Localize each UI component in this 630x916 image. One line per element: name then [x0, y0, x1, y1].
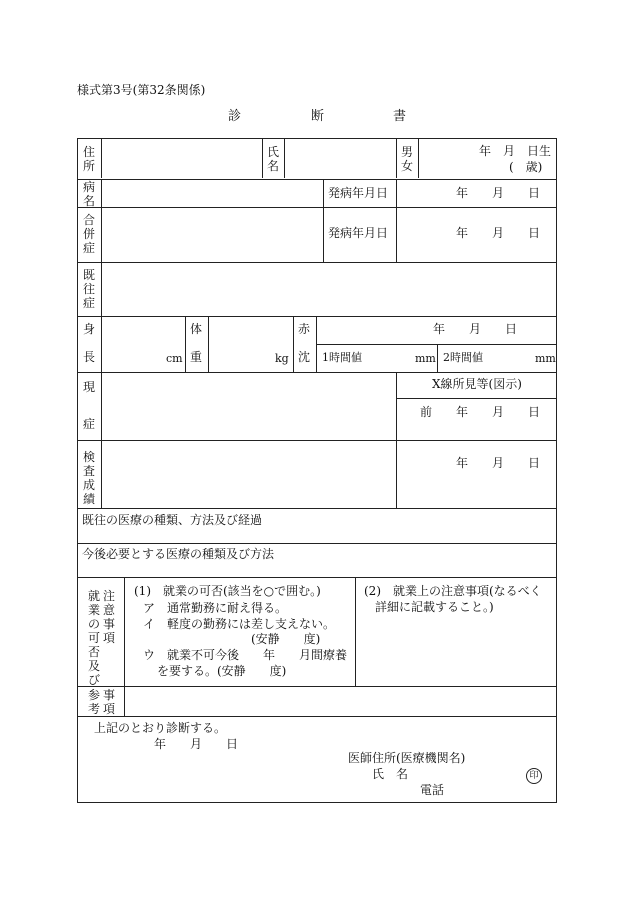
row-line: [77, 716, 557, 717]
work-item2-line1: (2) 就業上の注意事項(なるべく: [364, 584, 542, 598]
symptoms-label-1: 現: [83, 380, 96, 394]
future-treatment-label: 今後必要とする医療の種類及び方法: [82, 547, 275, 561]
col-line: [316, 316, 317, 372]
row-line: [77, 372, 557, 373]
row-line: [77, 262, 557, 263]
col-line: [101, 262, 102, 316]
address-label: 住所: [82, 145, 95, 173]
sex-label: 男女: [400, 145, 413, 173]
weight-label-2: 重: [190, 350, 203, 364]
reference-label-col2: 事項: [102, 688, 115, 716]
col-line: [101, 138, 102, 178]
col-line: [101, 316, 102, 372]
title-char-2: 断: [311, 109, 325, 124]
col-line: [396, 372, 397, 508]
esr-2h-label: 2時間値: [443, 351, 483, 364]
height-label-2: 長: [83, 350, 96, 364]
disease-onset-date: 年 月 日: [456, 186, 541, 200]
work-label-col2: 注意事項: [102, 589, 115, 645]
form-number: 様式第3号(第32条関係): [77, 83, 206, 97]
weight-label-1: 体: [190, 322, 203, 336]
xray-split-line: [396, 398, 557, 399]
esr-1h-unit: mm: [415, 352, 436, 365]
xray-label: X線所見等(図示): [432, 377, 522, 391]
history-label: 既往症: [82, 268, 95, 310]
doctor-name-label: 氏 名: [372, 767, 409, 781]
xray-date: 前 年 月 日: [420, 405, 541, 419]
col-line: [355, 577, 356, 686]
row-line: [77, 543, 557, 544]
age: ( 歳): [509, 160, 543, 174]
complication-onset-label: 発病年月日: [328, 226, 389, 240]
disease-onset-label: 発病年月日: [328, 186, 389, 200]
work-option-u-line1: ウ 就業不可今後 年 月間療養: [143, 648, 348, 662]
work-option-u-line2: を要する。(安静 度): [157, 664, 287, 678]
exam-label: 検査成績: [82, 450, 95, 506]
height-unit: cm: [166, 352, 183, 365]
esr-label-2: 沈: [298, 350, 311, 364]
col-line: [396, 138, 397, 178]
doctor-address-label: 医師住所(医療機関名): [348, 751, 466, 765]
name-label: 氏名: [266, 145, 279, 173]
col-line: [418, 138, 419, 178]
col-line: [101, 179, 102, 262]
work-item1-title: (1) 就業の可否(該当を○で囲む。): [134, 584, 321, 598]
row-line: [77, 207, 557, 208]
work-option-i-degree: (安静 度): [251, 632, 321, 646]
height-label-1: 身: [83, 322, 96, 336]
esr-label-1: 赤: [298, 322, 311, 336]
birth-date: 年 月 日生: [479, 144, 552, 158]
symptoms-label-2: 症: [83, 417, 96, 431]
esr-date: 年 月 日: [433, 322, 518, 336]
col-line: [396, 179, 397, 262]
weight-unit: kg: [275, 352, 289, 365]
work-option-a: ア 通常勤務に耐え得る。: [143, 601, 288, 615]
col-line: [208, 316, 209, 372]
reference-label-col1: 参考: [87, 688, 100, 716]
row-line: [77, 686, 557, 687]
title-char-3: 書: [393, 109, 407, 124]
col-line: [185, 316, 186, 372]
phone-label: 電話: [420, 783, 445, 797]
seal-mark: 印: [526, 768, 542, 784]
row-line: [77, 179, 557, 180]
col-line: [124, 577, 125, 716]
title-char-1: 診: [228, 109, 242, 124]
esr-2h-unit: mm: [535, 352, 556, 365]
col-line: [284, 138, 285, 178]
row-line: [77, 508, 557, 509]
row-line: [77, 440, 557, 441]
complication-onset-date: 年 月 日: [456, 226, 541, 240]
esr-1h-label: 1時間値: [322, 351, 362, 364]
diagnosis-statement: 上記のとおり診断する。: [94, 721, 227, 735]
row-line: [77, 577, 557, 578]
past-treatment-label: 既往の医療の種類、方法及び経過: [82, 513, 263, 527]
col-line: [437, 344, 438, 372]
col-line: [262, 138, 263, 178]
complication-label: 合併症: [82, 213, 95, 255]
work-item2-line2: 詳細に記載すること。): [375, 600, 494, 614]
diagnosis-date: 年 月 日: [154, 737, 239, 751]
exam-date: 年 月 日: [456, 456, 541, 470]
disease-label: 病名: [82, 180, 95, 208]
row-line: [77, 316, 557, 317]
col-line: [101, 372, 102, 508]
work-option-i: イ 軽度の勤務には差し支えない。: [143, 617, 336, 631]
col-line: [323, 179, 324, 262]
work-label-col1: 就業の可否及び: [87, 589, 100, 687]
col-line: [293, 316, 294, 372]
